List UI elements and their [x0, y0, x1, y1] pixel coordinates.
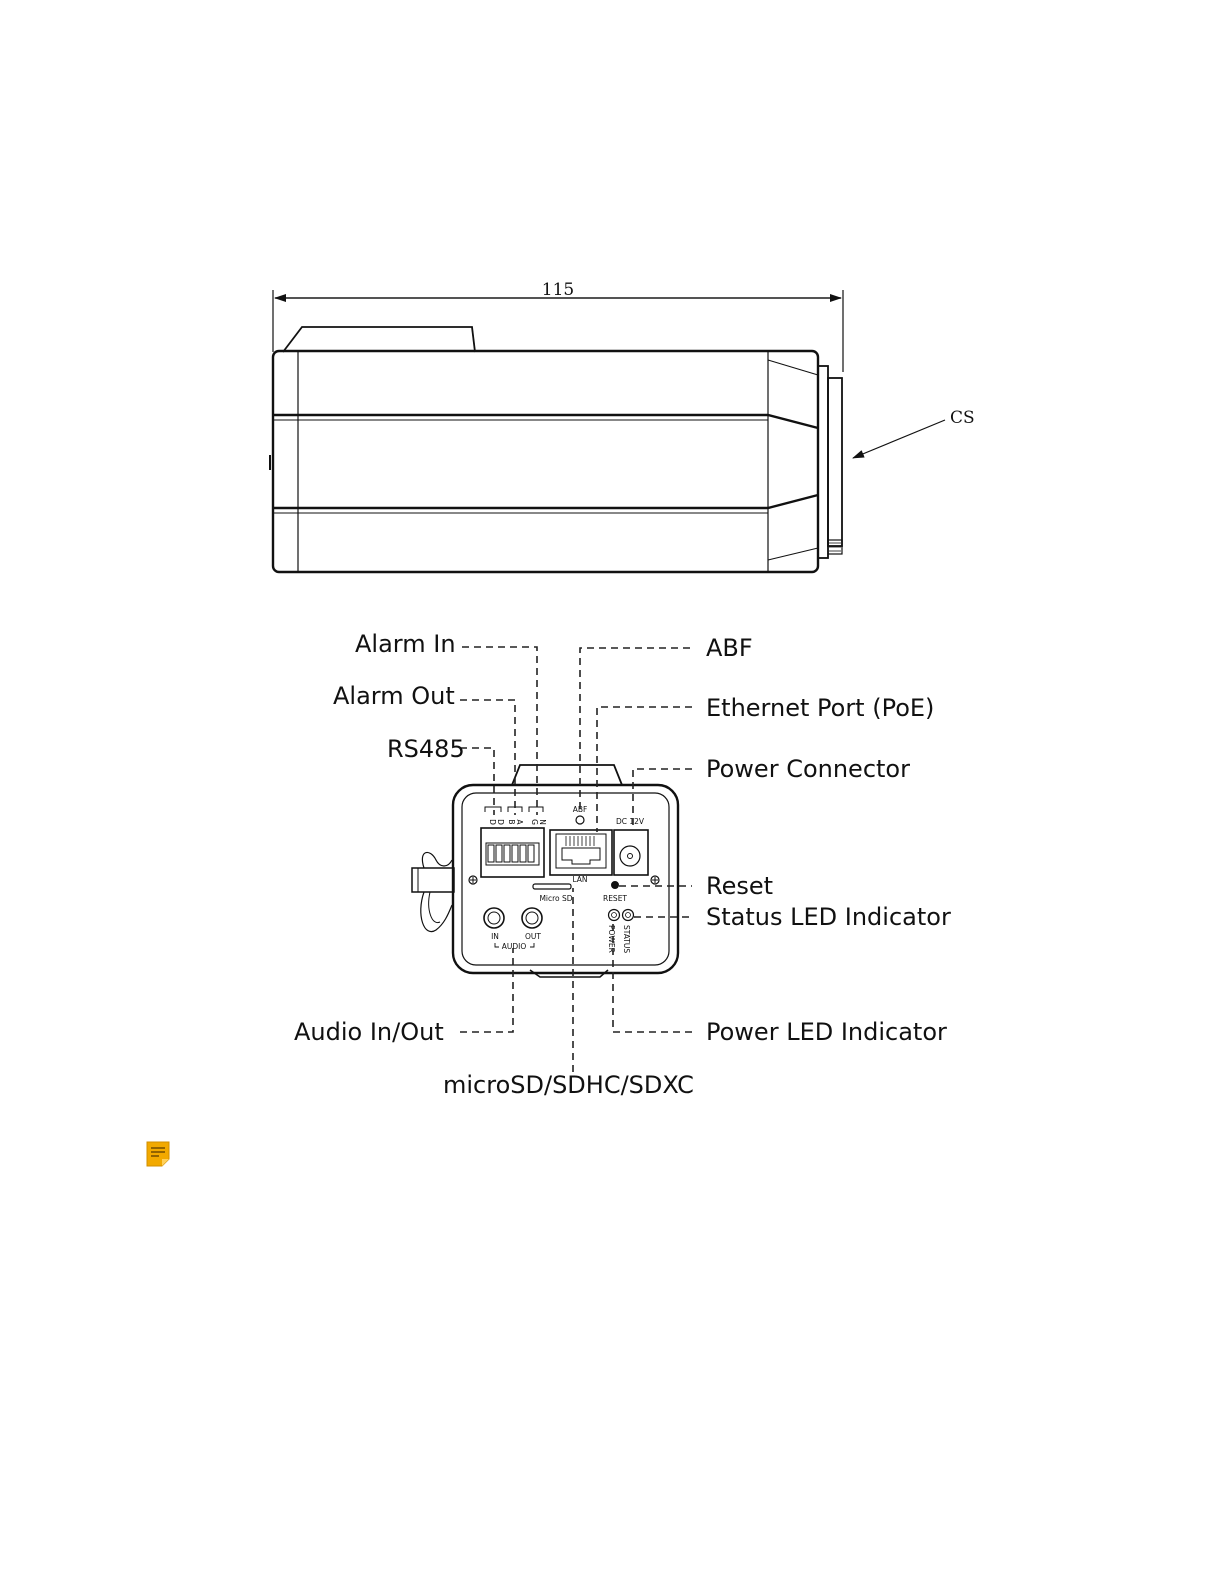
panel-lan-label: LAN: [572, 875, 588, 884]
callout-audio: Audio In/Out: [294, 1018, 444, 1046]
callout-power-led: Power LED Indicator: [706, 1018, 947, 1046]
dimension-label: 115: [541, 280, 575, 300]
leader-audio: [460, 948, 513, 1032]
terminal-letter-n: N: [538, 819, 547, 825]
panel-microsd-label: Micro SD: [539, 894, 573, 903]
panel-power-led-label: POWER: [607, 925, 616, 953]
camera-rear-view: [412, 765, 678, 977]
callout-leaders: [460, 647, 692, 1072]
callout-status-led: Status LED Indicator: [706, 903, 951, 931]
callout-alarm-out: Alarm Out: [333, 682, 455, 710]
terminal-letter-d1: D: [488, 819, 497, 825]
panel-abf-label: ABF: [572, 805, 588, 814]
panel-audio-out-label: OUT: [525, 932, 541, 941]
panel-reset-label: RESET: [602, 894, 628, 903]
camera-side-view: [270, 290, 945, 572]
callout-power-connector: Power Connector: [706, 755, 910, 783]
panel-audio-in-label: IN: [491, 932, 499, 941]
callout-abf: ABF: [706, 634, 753, 662]
terminal-letter-a: A: [515, 819, 524, 825]
panel-dc-label: DC 12V: [615, 817, 645, 826]
callout-microsd: microSD/SDHC/SDXC: [443, 1071, 694, 1099]
terminal-letter-d2: D: [496, 819, 505, 825]
terminal-letters: [488, 819, 547, 825]
panel-status-led-label: STATUS: [622, 925, 631, 954]
callout-rs485: RS485: [387, 735, 465, 763]
note-icon: [145, 1140, 171, 1168]
callout-reset: Reset: [706, 872, 774, 900]
panel-audio-label: AUDIO: [501, 942, 527, 951]
terminal-letter-g: G: [530, 819, 539, 825]
leader-alarm-out: [460, 700, 515, 815]
leader-alarm-in: [462, 647, 537, 815]
leader-rs485: [460, 748, 494, 815]
terminal-letter-b: B: [507, 819, 516, 825]
lens-mount-label: CS: [950, 408, 975, 428]
callout-ethernet: Ethernet Port (PoE): [706, 694, 935, 722]
callout-alarm-in: Alarm In: [355, 630, 456, 658]
